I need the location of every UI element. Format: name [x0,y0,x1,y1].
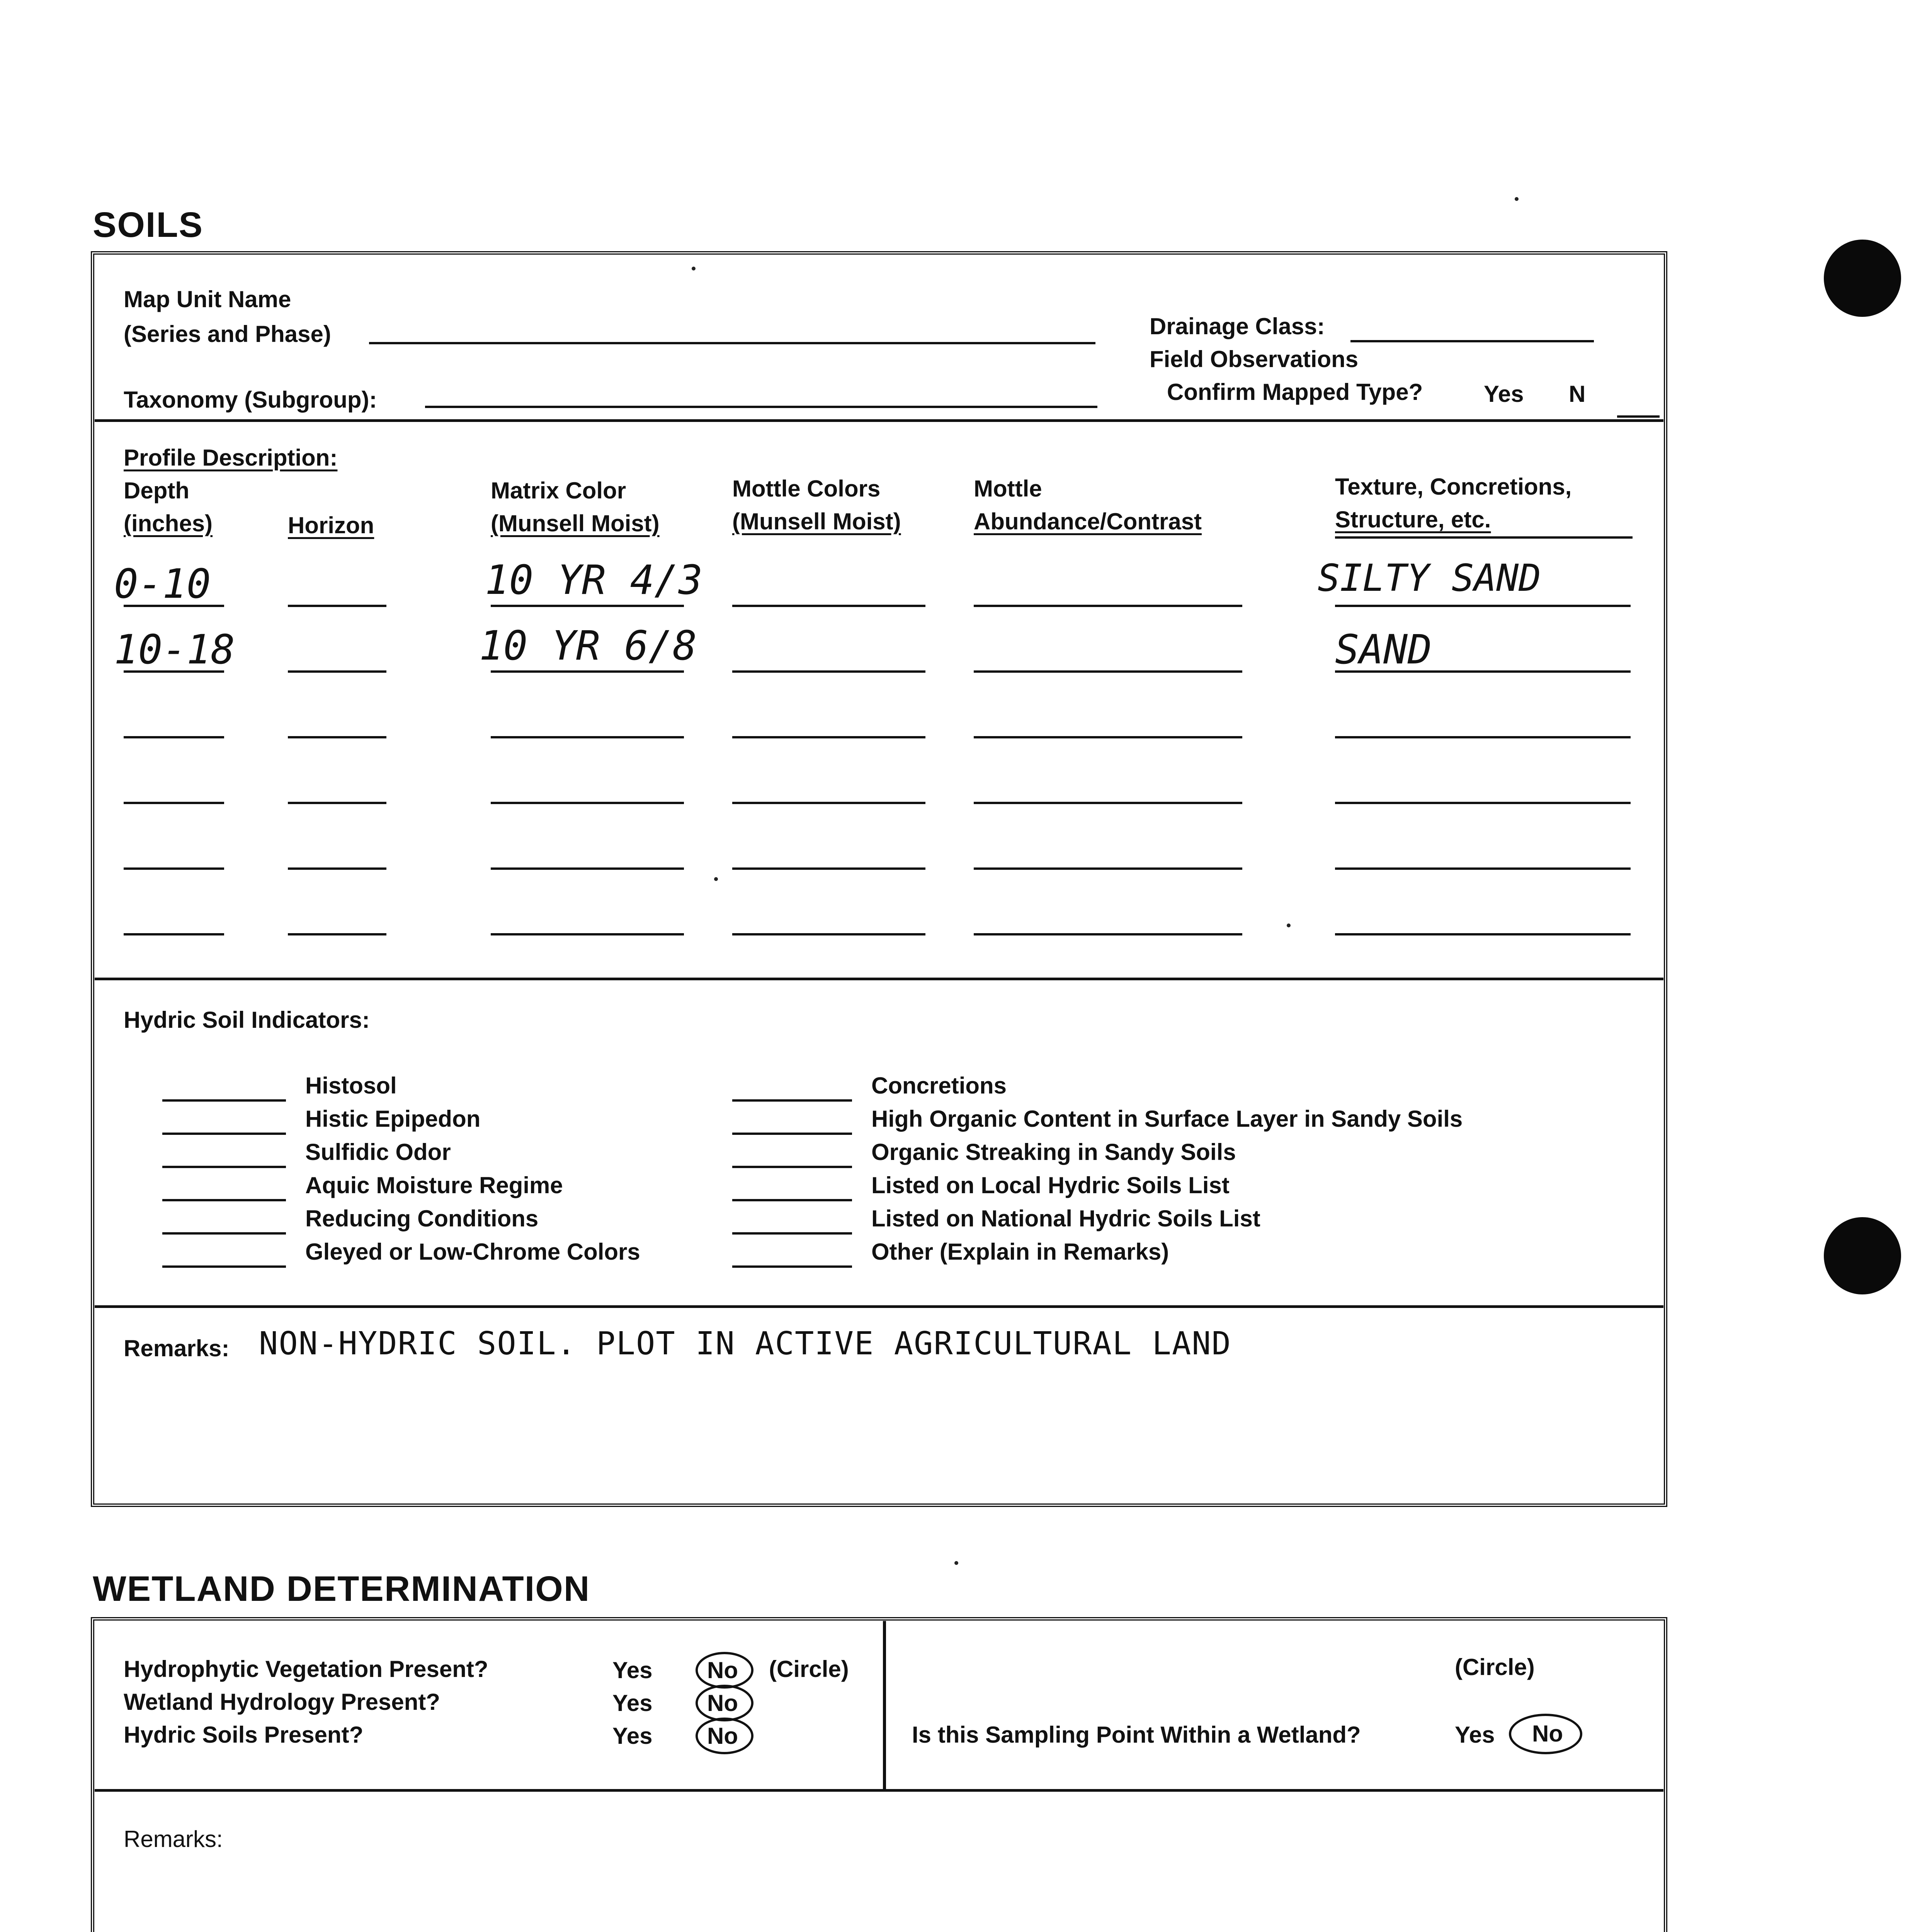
taxonomy-field[interactable] [425,406,1097,408]
taxonomy-label: Taxonomy (Subgroup): [124,387,377,413]
profile-cell-line[interactable] [1335,605,1631,607]
profile-cell-line[interactable] [1335,933,1631,935]
q4-no[interactable]: No [1532,1721,1563,1747]
profile-cell-line[interactable] [124,736,224,738]
profile-cell-line[interactable] [974,736,1242,738]
profile-cell-line[interactable] [732,933,925,935]
profile-cell-line[interactable] [732,605,925,607]
divider [95,419,1663,422]
confirm-no[interactable]: N [1569,381,1586,407]
profile-cell-line[interactable] [491,670,684,673]
divider [95,1305,1663,1308]
profile-cell-line[interactable] [491,802,684,804]
profile-cell-line[interactable] [974,605,1242,607]
profile-cell-line[interactable] [124,605,224,607]
texture-header-line [1335,536,1633,539]
wetland-split [883,1621,886,1791]
hydric-checkline[interactable] [732,1099,852,1102]
hydric-indicator-label: Histic Epipedon [305,1106,481,1132]
col-mottle-colors-1: Mottle Colors [732,476,881,502]
hydric-checkline[interactable] [162,1166,286,1168]
speck [954,1561,958,1565]
divider [95,1789,1663,1792]
col-matrix-1: Matrix Color [491,478,626,503]
soils-box [91,251,1667,1507]
profile-cell-line[interactable] [124,802,224,804]
hydric-checkline[interactable] [162,1232,286,1235]
soil-remarks-text[interactable]: NON-HYDRIC SOIL. PLOT IN ACTIVE AGRICULTURAL LAND [259,1325,1232,1362]
profile-cell-line[interactable] [491,867,684,870]
hydric-indicator-label: Other (Explain in Remarks) [871,1239,1169,1265]
profile-cell-line[interactable] [732,802,925,804]
profile-cell-line[interactable] [1335,736,1631,738]
binder-hole-middle [1824,1217,1901,1294]
profile-cell-line[interactable] [288,933,386,935]
drainage-class-field[interactable] [1350,340,1594,342]
col-horizon: Horizon [288,512,374,538]
confirm-tail-line [1617,415,1660,418]
hydric-checkline[interactable] [162,1265,286,1268]
q2-no-circle [696,1685,753,1721]
hydric-indicator-label: Reducing Conditions [305,1206,539,1231]
profile-cell-line[interactable] [491,736,684,738]
col-texture-2: Structure, etc. [1335,507,1491,532]
hydric-indicator-label: Listed on National Hydric Soils List [871,1206,1260,1231]
circle-note-right: (Circle) [1455,1654,1535,1680]
profile-cell-line[interactable] [124,867,224,870]
hydric-checkline[interactable] [732,1199,852,1201]
q-within-wetland: Is this Sampling Point Within a Wetland? [912,1722,1361,1748]
q-hydrophytic: Hydrophytic Vegetation Present? [124,1656,488,1682]
confirm-mapped-type-label: Confirm Mapped Type? [1167,379,1423,405]
profile-cell-line[interactable] [974,933,1242,935]
row2-texture[interactable]: SAND [1335,626,1432,673]
hydric-checkline[interactable] [162,1099,286,1102]
q-hydric-soils: Hydric Soils Present? [124,1722,364,1748]
profile-cell-line[interactable] [1335,670,1631,673]
soils-title: SOILS [93,205,204,245]
hydric-checkline[interactable] [732,1166,852,1168]
profile-cell-line[interactable] [491,605,684,607]
binder-hole-top [1824,240,1901,317]
hydric-indicator-label: Sulfidic Odor [305,1139,451,1165]
hydric-checkline[interactable] [162,1199,286,1201]
q1-yes[interactable]: Yes [612,1657,653,1683]
col-mottle-1: Mottle [974,476,1042,502]
profile-cell-line[interactable] [974,802,1242,804]
col-mottle-colors-2: (Munsell Moist) [732,509,901,534]
profile-cell-line[interactable] [491,933,684,935]
profile-cell-line[interactable] [288,802,386,804]
speck [1515,197,1519,201]
hydric-indicator-label: Aquic Moisture Regime [305,1172,563,1198]
profile-cell-line[interactable] [288,736,386,738]
series-phase-field[interactable] [369,342,1095,344]
col-matrix-2: (Munsell Moist) [491,510,660,536]
profile-cell-line[interactable] [288,670,386,673]
q3-yes[interactable]: Yes [612,1723,653,1749]
profile-cell-line[interactable] [732,867,925,870]
profile-cell-line[interactable] [288,867,386,870]
profile-cell-line[interactable] [974,867,1242,870]
row2-depth[interactable]: 10-18 [114,626,235,673]
profile-cell-line[interactable] [974,670,1242,673]
q2-yes[interactable]: Yes [612,1690,653,1716]
profile-cell-line[interactable] [288,605,386,607]
row1-matrix[interactable]: 10 YR 4/3 [485,556,703,604]
q1-no-circle [696,1652,753,1689]
hydric-indicator-label: Histosol [305,1073,397,1099]
hydric-indicator-label: Listed on Local Hydric Soils List [871,1172,1230,1198]
col-texture-1: Texture, Concretions, [1335,474,1572,500]
hydric-indicator-label: Organic Streaking in Sandy Soils [871,1139,1236,1165]
map-unit-name-label: Map Unit Name [124,286,291,312]
profile-cell-line[interactable] [732,670,925,673]
profile-cell-line[interactable] [124,670,224,673]
series-phase-label: (Series and Phase) [124,321,331,347]
col-depth-2: (inches) [124,510,213,536]
q1-no[interactable]: No [707,1657,738,1683]
profile-cell-line[interactable] [1335,802,1631,804]
wetland-title: WETLAND DETERMINATION [93,1569,590,1609]
q3-no-circle [696,1718,753,1754]
hydric-checkline[interactable] [732,1133,852,1135]
wetland-remarks-label: Remarks: [124,1826,223,1852]
profile-cell-line[interactable] [1335,867,1631,870]
hydric-checkline[interactable] [732,1232,852,1235]
col-mottle-2: Abundance/Contrast [974,509,1202,534]
profile-cell-line[interactable] [124,933,224,935]
row1-depth[interactable]: 0-10 [114,560,211,607]
hydric-heading: Hydric Soil Indicators: [124,1007,370,1033]
col-depth-1: Depth [124,478,189,503]
hydric-indicator-label: Concretions [871,1073,1007,1099]
profile-heading: Profile Description: [124,445,338,471]
q-hydrology: Wetland Hydrology Present? [124,1689,440,1715]
soil-remarks-label: Remarks: [124,1335,230,1361]
profile-cell-line[interactable] [732,736,925,738]
divider [95,978,1663,980]
q4-yes[interactable]: Yes [1455,1722,1495,1748]
q4-no-circle [1509,1714,1582,1754]
hydric-indicator-label: High Organic Content in Surface Layer in Sandy Soils [871,1106,1463,1132]
hydric-checkline[interactable] [732,1265,852,1268]
drainage-class-label: Drainage Class: [1150,313,1325,339]
row1-texture[interactable]: SILTY SAND [1318,556,1541,600]
field-observations-label: Field Observations [1150,346,1359,372]
q2-no[interactable]: No [707,1690,738,1716]
q3-no[interactable]: No [707,1723,738,1749]
hydric-checkline[interactable] [162,1133,286,1135]
row2-matrix[interactable]: 10 YR 6/8 [479,622,697,669]
circle-note-left: (Circle) [769,1656,849,1682]
confirm-yes[interactable]: Yes [1484,381,1524,407]
hydric-indicator-label: Gleyed or Low-Chrome Colors [305,1239,640,1265]
